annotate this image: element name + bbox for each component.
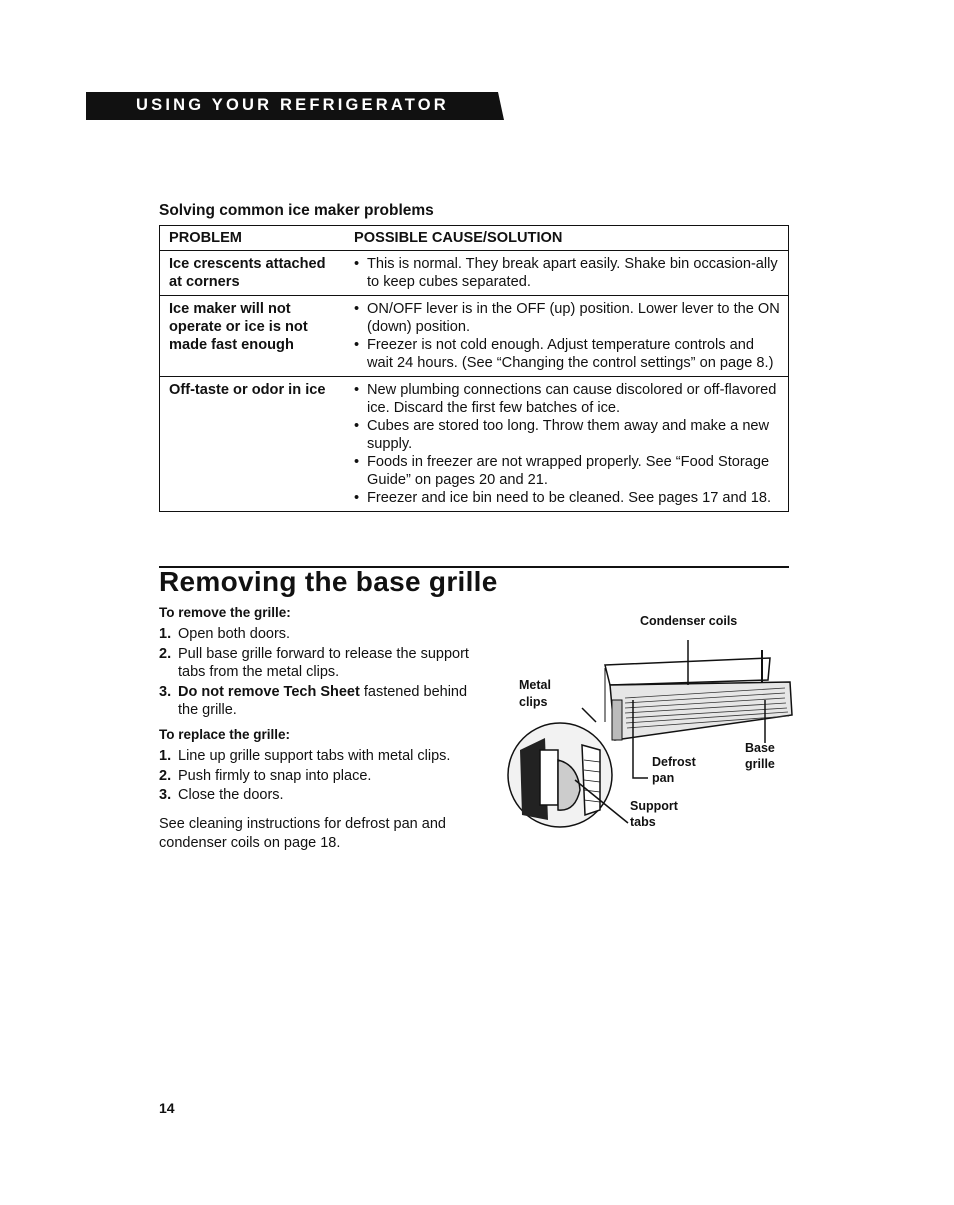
remove-grille-steps [159, 625, 489, 721]
solution-item: • This is normal. They break apart easily. Shake bin occasion-ally to keep cubes separated. [354, 255, 780, 291]
step-text: Line up grille support tabs with metal clips. [178, 748, 451, 764]
list-item [159, 767, 489, 786]
step-text: fastened behind the grille. [178, 683, 468, 718]
condenser-coils-label: Condenser coils [640, 614, 738, 628]
list-item [159, 786, 489, 805]
page-number: 14 [159, 1100, 175, 1116]
step-number: 1. [159, 626, 172, 642]
column-header-problem: PROBLEM [160, 226, 346, 251]
step-text: Push firmly to snap into place. [178, 767, 372, 784]
solution-item: • ON/OFF lever is in the OFF (up) position. Lower lever to the ON (down) position. [354, 300, 780, 336]
list-item [159, 747, 489, 766]
solution-cell [345, 296, 789, 377]
metal-clips-label-line1: Metal [519, 678, 551, 692]
ice-problems-table [159, 225, 789, 512]
solution-item: • Foods in freezer are not wrapped properly. See “Food Storage Guide” on pages 20 and 21. [354, 453, 780, 489]
list-item [159, 625, 489, 644]
step-emphasis: Do not remove Tech Sheet [178, 683, 360, 700]
replace-grille-steps [159, 747, 489, 806]
section-header-bar [86, 92, 496, 120]
problem-cell: Off-taste or odor in ice [160, 377, 346, 512]
support-tabs-label-line1: Support [630, 799, 678, 813]
solution-item: • Cubes are stored too long. Throw them away and make a new supply. [354, 417, 780, 453]
step-text: Open both doors. [178, 626, 291, 642]
cleaning-note: See cleaning instructions for defrost pan and condenser coils on page 18. [159, 816, 446, 851]
defrost-pan-label-line2: pan [652, 771, 675, 785]
header-bar-tail [494, 92, 504, 120]
table-row [160, 296, 789, 377]
step-text: Pull base grille forward to release the support tabs from the metal clips. [178, 645, 469, 680]
support-tabs-label-line2: tabs [630, 815, 656, 829]
step-number: 2. [159, 645, 172, 662]
solution-item: • Freezer and ice bin need to be cleaned. See pages 17 and 18. [354, 489, 780, 507]
replace-grille-heading: To replace the grille: [159, 727, 291, 742]
table-row [160, 377, 789, 512]
step-number: 2. [159, 767, 172, 784]
metal-clips-label-line2: clips [519, 695, 548, 709]
base-grille-label-line2: grille [745, 757, 775, 771]
list-item [159, 645, 489, 682]
grille-section-title: Removing the base grille [159, 566, 498, 597]
remove-grille-heading: To remove the grille: [159, 605, 291, 620]
problem-cell: Ice crescents attached at corners [160, 251, 346, 296]
defrost-pan-label-line1: Defrost [652, 755, 696, 769]
ice-maker-heading: Solving common ice maker problems [159, 202, 434, 219]
step-number: 3. [159, 787, 172, 803]
solution-cell [345, 251, 789, 296]
solution-cell [345, 377, 789, 512]
base-grille-label-line1: Base [745, 741, 775, 755]
step-number: 3. [159, 683, 172, 700]
table-row [160, 251, 789, 296]
list-item [159, 683, 489, 720]
solution-item: • New plumbing connections can cause discolored or off-flavored ice. Discard the first few batches of ice. [354, 381, 780, 417]
section-header-title: USING YOUR REFRIGERATOR [136, 96, 449, 114]
table-header-row [160, 226, 789, 251]
step-text: Close the doors. [178, 787, 284, 803]
column-header-solution: POSSIBLE CAUSE/SOLUTION [345, 226, 789, 251]
step-number: 1. [159, 748, 172, 764]
problem-cell: Ice maker will not operate or ice is not made fast enough [160, 296, 346, 377]
solution-item: • Freezer is not cold enough. Adjust temperature controls and wait 24 hours. (See “Changing the control settings” on page 8.) [354, 336, 780, 372]
